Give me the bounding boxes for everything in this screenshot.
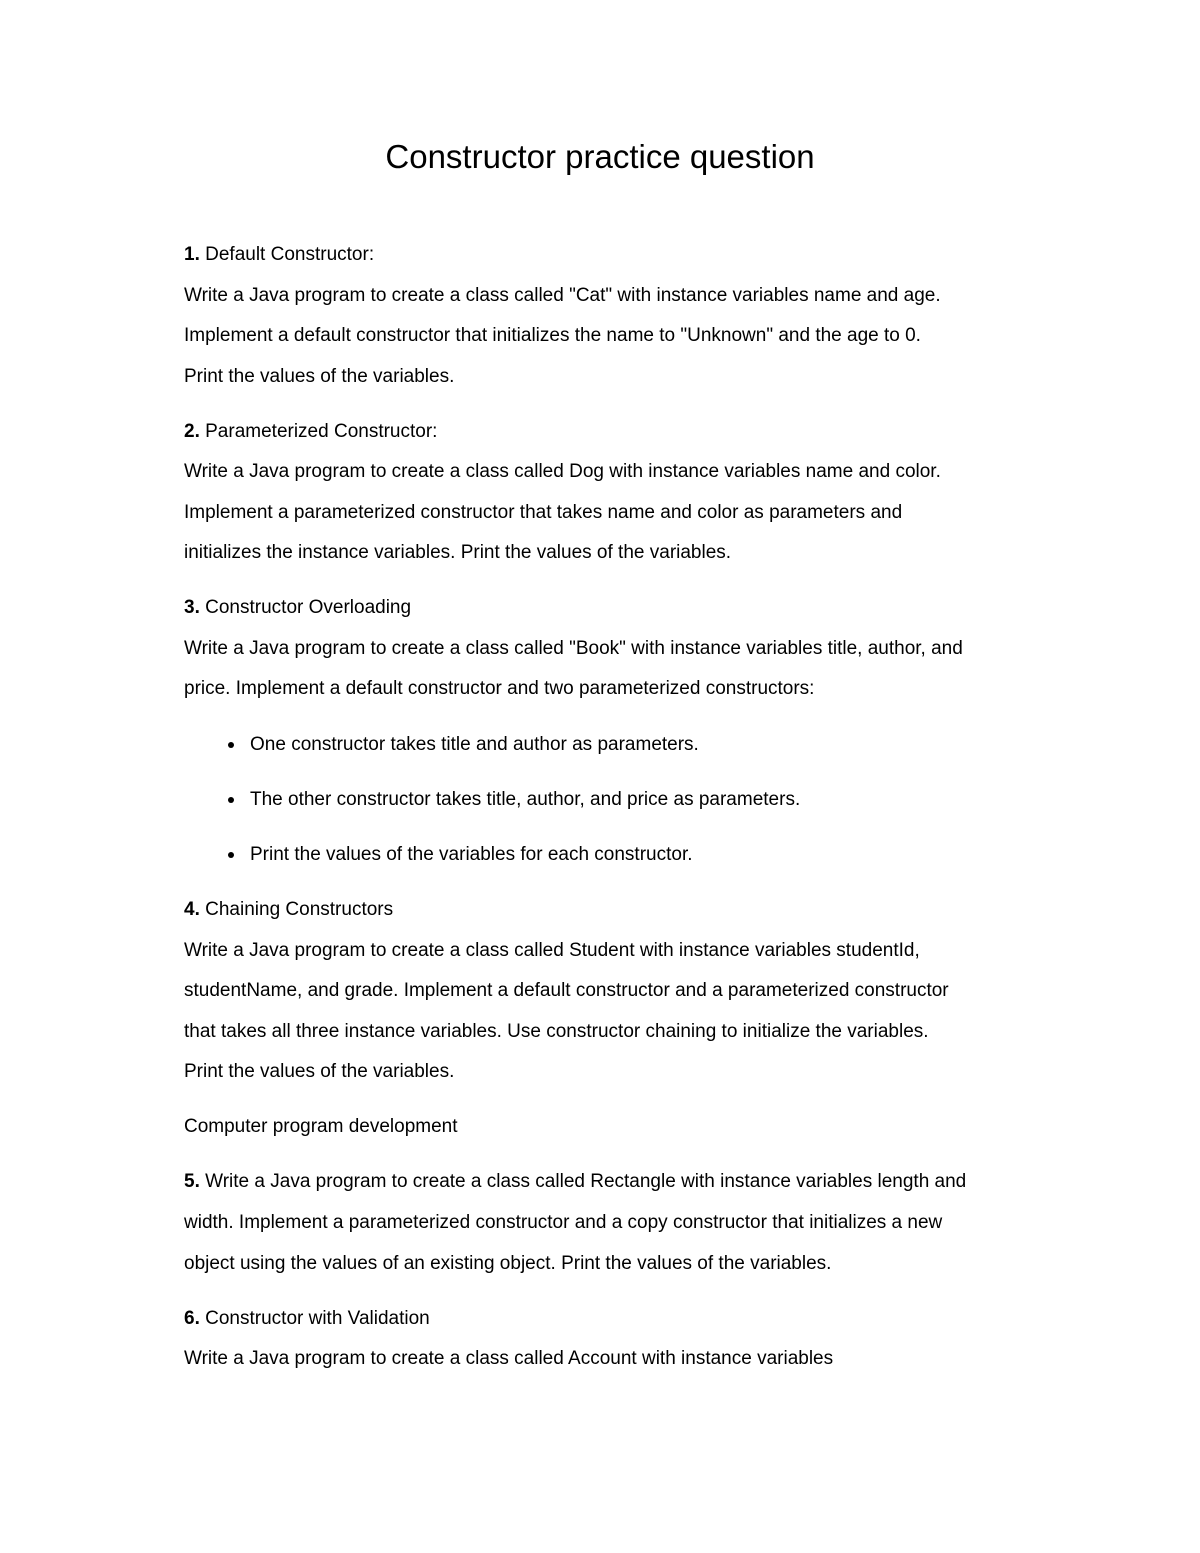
- bullet-icon: [228, 797, 234, 803]
- bullet-icon: [228, 742, 234, 748]
- q3-number: 3.: [184, 597, 200, 618]
- q4-line-4: Print the values of the variables.: [184, 1061, 455, 1082]
- q1-number: 1.: [184, 244, 200, 265]
- q3-bullet-1: One constructor takes title and author as parameters.: [250, 734, 699, 755]
- q6-heading: [184, 1307, 430, 1331]
- q4-heading: [184, 898, 393, 922]
- q2-heading-text: Parameterized Constructor:: [199, 421, 438, 442]
- q5-line-1-text: Write a Java program to create a class called Rectangle with instance variables length and: [199, 1171, 967, 1192]
- q3-heading-text: Constructor Overloading: [199, 597, 412, 618]
- q1-line-2: Implement a default constructor that initializes the name to "Unknown" and the age to 0.: [184, 325, 921, 346]
- bullet-icon: [228, 852, 234, 858]
- q1-line-3: Print the values of the variables.: [184, 366, 455, 387]
- q4-line-3: that takes all three instance variables. Use constructor chaining to initialize the variables.: [184, 1021, 929, 1042]
- q4-heading-text: Chaining Constructors: [199, 899, 394, 920]
- section-label: Computer program development: [184, 1116, 458, 1137]
- q5-number: 5.: [184, 1171, 200, 1192]
- q2-line-2: Implement a parameterized constructor that takes name and color as parameters and: [184, 502, 903, 523]
- q1-heading-text: Default Constructor:: [199, 244, 375, 265]
- q2-heading: [184, 420, 437, 444]
- q3-line-1: Write a Java program to create a class called "Book" with instance variables title, author, and: [184, 638, 963, 659]
- q3-bullet-3: Print the values of the variables for each constructor.: [250, 844, 693, 865]
- q4-number: 4.: [184, 899, 200, 920]
- q5-line-2: width. Implement a parameterized constructor and a copy constructor that initializes a new: [184, 1212, 943, 1233]
- q6-line-1: Write a Java program to create a class called Account with instance variables: [184, 1348, 834, 1369]
- q6-number: 6.: [184, 1308, 200, 1329]
- q3-line-2: price. Implement a default constructor and two parameterized constructors:: [184, 678, 815, 699]
- q2-line-1: Write a Java program to create a class called Dog with instance variables name and color.: [184, 461, 941, 482]
- q1-line-1: Write a Java program to create a class called "Cat" with instance variables name and age.: [184, 285, 941, 306]
- q2-line-3: initializes the instance variables. Print the values of the variables.: [184, 542, 732, 563]
- q1-heading: [184, 243, 374, 267]
- q4-line-1: Write a Java program to create a class called Student with instance variables studentId,: [184, 940, 920, 961]
- q5-line-1: [184, 1170, 966, 1194]
- q6-heading-text: Constructor with Validation: [199, 1308, 430, 1329]
- q2-number: 2.: [184, 421, 200, 442]
- q3-bullet-2: The other constructor takes title, author, and price as parameters.: [250, 789, 801, 810]
- q4-line-2: studentName, and grade. Implement a default constructor and a parameterized constructor: [184, 980, 949, 1001]
- page-title: Constructor practice question: [385, 138, 815, 175]
- q5-line-3: object using the values of an existing object. Print the values of the variables.: [184, 1253, 832, 1274]
- q3-heading: [184, 596, 411, 620]
